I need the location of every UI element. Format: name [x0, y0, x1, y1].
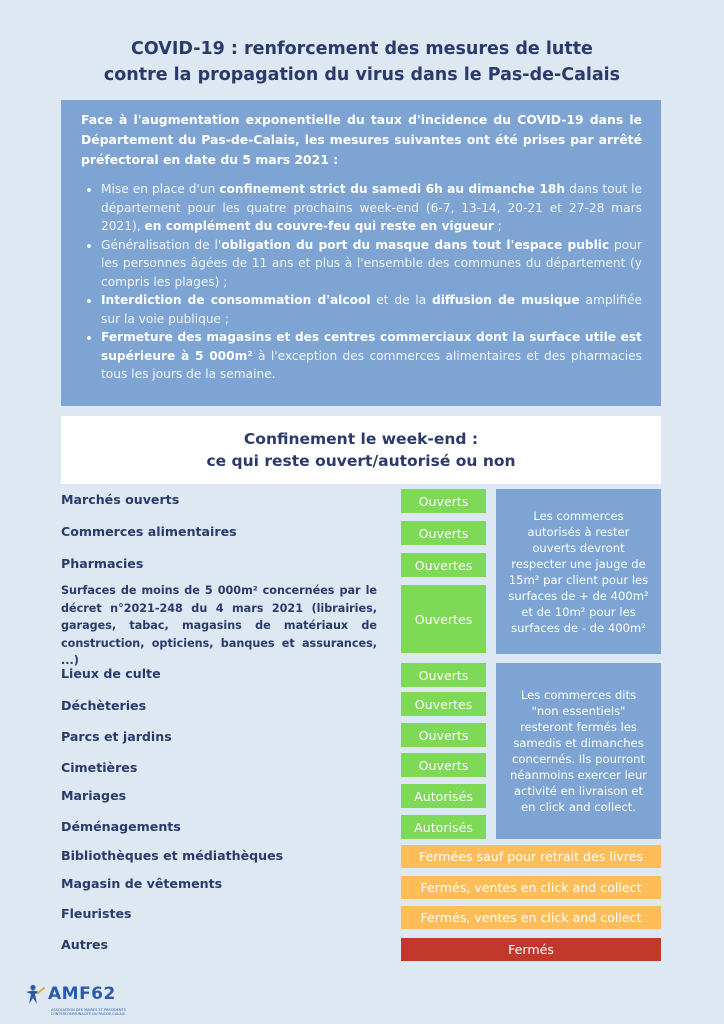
text: Généralisation de l': [101, 237, 222, 252]
text: à l'exception des commerces alimentaires et des pharmacies tous les jours de la semaine.: [101, 348, 642, 381]
emphasis: en complément du couvre-feu qui reste en vigueur: [144, 219, 494, 233]
text: et de la: [370, 293, 432, 307]
status-badge: Fermés: [401, 938, 661, 961]
row-label: Marchés ouverts: [61, 492, 180, 507]
emphasis: diffusion de musique: [432, 293, 580, 307]
measure-item: [101, 180, 642, 236]
text: pour les personnes âgées de 11 ans et plus à l'ensemble des communes du département (y compris les plages) ;: [101, 237, 642, 289]
page-title: [0, 36, 724, 88]
gauge-note: Les commerces autorisés à rester ouverts devront respecter une jauge de 15m² par client pour les surfaces de + de 400m² et de 10m² pour les surfaces de - de 400m²: [496, 489, 661, 654]
amf62-logo: [24, 984, 134, 1020]
measures-list: [81, 180, 642, 384]
text: ;: [493, 219, 502, 233]
logo-tagline: ASSOCIATION DES MAIRES ET PRÉSIDENTS D'INTERCOMMUNALITÉ DU PAS-DE-CALAIS: [51, 1008, 126, 1016]
logo-text: AMF62: [48, 984, 116, 1004]
status-badge: Ouvertes: [401, 692, 486, 716]
row-label: Déménagements: [61, 819, 181, 834]
status-badge: Ouvertes: [401, 553, 486, 577]
emphasis: obligation du port du masque dans tout l'espace public: [221, 237, 610, 252]
row-label: Lieux de culte: [61, 666, 161, 681]
title-line-2: contre la propagation du virus dans le Pas-de-Calais: [103, 65, 621, 85]
status-badge: Fermés, ventes en click and collect: [401, 876, 661, 899]
intro-paragraph: Face à l'augmentation exponentielle du taux d'incidence du COVID-19 dans le Département du Pas-de-Calais, les mesures suivantes ont été prises par arrêté préfectoral en date du 5 mars 2021 :: [81, 112, 642, 167]
text: Mise en place d'un: [101, 182, 220, 196]
status-badge: Autorisés: [401, 815, 486, 839]
row-label: Mariages: [61, 788, 127, 803]
status-badge: Autorisés: [401, 784, 486, 808]
row-label: Commerces alimentaires: [61, 524, 237, 539]
status-badge: Fermées sauf pour retrait des livres: [401, 845, 661, 868]
status-badge: Ouverts: [401, 521, 486, 545]
row-label: Déchèteries: [61, 698, 147, 713]
row-label: Cimetières: [61, 760, 138, 775]
title-line-1: COVID-19 : renforcement des mesures de lutte: [131, 39, 593, 59]
status-badge: Ouverts: [401, 753, 486, 777]
measure-item: [101, 236, 642, 292]
status-badge: Ouvertes: [401, 585, 486, 653]
status-badge: Ouverts: [401, 663, 486, 687]
measure-item: [101, 291, 642, 328]
section-heading: [61, 416, 661, 484]
row-label: Autres: [61, 937, 108, 952]
text: amplifiée sur la voie publique ;: [101, 293, 643, 326]
row-label: Fleuristes: [61, 906, 132, 921]
emphasis: Fermeture des magasins et des centres commerciaux dont la surface utile est supérieure à 5 000m²: [101, 330, 642, 363]
text: dans tout le département pour les quatre prochains week-end (6-7, 13-14, 20-21 et 27-28 mars 2021),: [101, 182, 642, 233]
status-badge: Ouverts: [401, 723, 486, 747]
person-figure-icon: [24, 984, 46, 1006]
row-label: Parcs et jardins: [61, 729, 172, 744]
intro-box: [61, 100, 661, 406]
row-label: Magasin de vêtements: [61, 876, 223, 891]
emphasis: Interdiction de consommation d'alcool: [101, 293, 371, 307]
row-label: Bibliothèques et médiathèques: [61, 848, 284, 863]
row-label: Pharmacies: [61, 556, 144, 571]
row-label: Surfaces de moins de 5 000m² concernées par le décret n°2021-248 du 4 mars 2021 (librairies, garages, tabac, magasins de matériaux de construction, opticiens, banques et assurances, ...): [61, 584, 377, 668]
status-badge: Fermés, ventes en click and collect: [401, 906, 661, 929]
section-heading-line-1: Confinement le week-end :: [243, 430, 479, 448]
section-heading-line-2: ce qui reste ouvert/autorisé ou non: [206, 452, 516, 470]
measure-item: [101, 328, 642, 384]
emphasis: confinement strict du samedi 6h au dimanche 18h: [219, 182, 566, 196]
status-badge: Ouverts: [401, 489, 486, 513]
non-essential-note: Les commerces dits "non essentiels" resteront fermés les samedis et dimanches concernés. Ils pourront néanmoins exercer leur activité en livraison et en click and collect.: [496, 663, 661, 839]
